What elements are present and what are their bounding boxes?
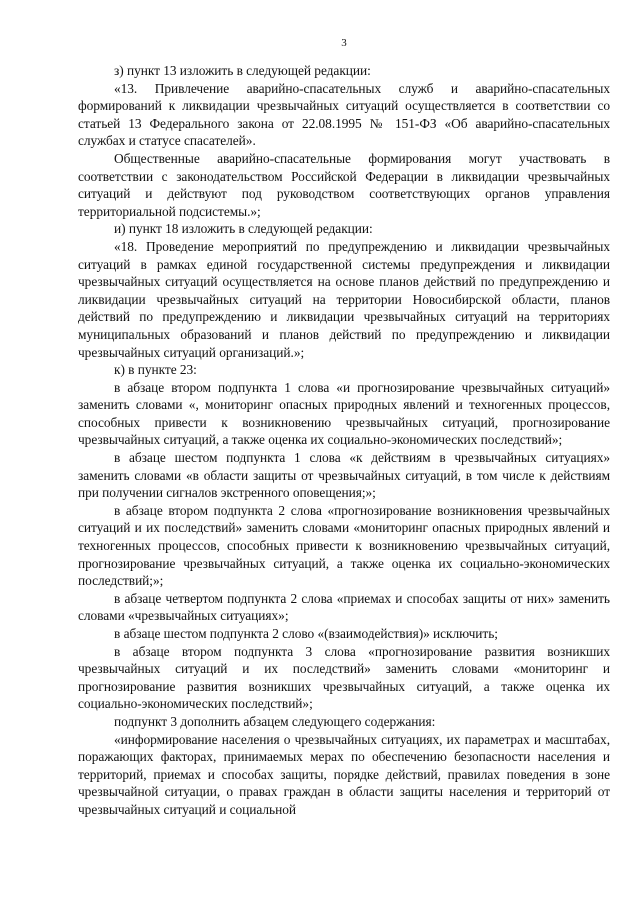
paragraph-subclause-2-second: в абзаце втором подпункта 2 слова «прогнозирование возникновения чрезвычайных ситуаций и их последствий» заменить словами «мониторинг опасных природных явлений и техногенных процессов, способных привести к возникновению чрезвычайных ситуаций, прогнозирование чрезвычайных ситуаций, а также оценка их социально-экономических последствий;»; <box>78 502 610 589</box>
paragraph-item-i: и) пункт 18 изложить в следующей редакции: <box>114 221 373 237</box>
paragraph-subclause-3-second: в абзаце втором подпункта 3 слова «прогнозирование развития возникших чрезвычайных ситуаций и их последствий» заменить словами «мониторинг и прогнозирование развития возникших чрезвычайных ситуаций, а также оценка их социально-экономических последствий»; <box>78 643 610 712</box>
paragraph-subclause-1-sixth: в абзаце шестом подпункта 1 слова «к действиям в чрезвычайных ситуациях» заменить словами «в области защиты от чрезвычайных ситуаций, в том числе к действиям при получении сигналов экстренного оповещения;»; <box>78 450 610 501</box>
paragraph-subclause-1-second: в абзаце втором подпункта 1 слова «и прогнозирование чрезвычайных ситуаций» заменить словами «, мониторинг опасных природных явлений и техногенных процессов, способных привести к возникновению чрезвычайных ситуаций, прогнозирование чрезвычайных ситуаций, а также оценка их социально-экономических последствий»; <box>78 379 610 448</box>
document-page <box>78 36 610 819</box>
paragraph-item-k: к) в пункте 23: <box>114 362 197 378</box>
paragraph-subclause-2-fourth: в абзаце четвертом подпункта 2 слова «приемах и способах защиты от них» заменить словами «чрезвычайных ситуациях»; <box>78 590 610 624</box>
paragraph-subclause-2-sixth: в абзаце шестом подпункта 2 слово «(взаимодействия)» исключить; <box>114 626 498 641</box>
paragraph-clause-13: «13. Привлечение аварийно-спасательных служб и аварийно-спасательных формирований к ликвидации чрезвычайных ситуаций осуществляется в соответствии со статьей 13 Федерального закона от 22.08.1995 № 151-ФЗ «Об аварийно-спасательных службах и статусе спасателей». <box>78 80 610 149</box>
paragraph-subclause-3-addition: подпункт 3 дополнить абзацем следующего содержания: <box>114 713 436 729</box>
paragraph-public-formations: Общественные аварийно-спасательные формирования могут участвовать в соответствии с законодательством Российской Федерации в ликвидации чрезвычайных ситуаций и действуют под руководством соответствующих органов управления территориальной подсистемы.»; <box>78 150 610 219</box>
paragraph-item-z: з) пункт 13 изложить в следующей редакции: <box>114 63 371 78</box>
paragraph-informing-population: «информирование населения о чрезвычайных ситуациях, их параметрах и масштабах, поражающих факторах, принимаемых мерах по обеспечению безопасности населения и территорий, приемах и способах защиты, порядке действий, правилах поведения в зоне чрезвычайной ситуации, о правах граждан в области защиты населения и территорий от чрезвычайных ситуаций и социальной <box>78 731 610 817</box>
paragraph-clause-18: «18. Проведение мероприятий по предупреждению и ликвидации чрезвычайных ситуаций в рамках единой государственной системы предупреждения и ликвидации чрезвычайных ситуаций осуществляется на основе планов действий по предупреждению и ликвидации чрезвычайных ситуаций на территории Новосибирской области, планов действий по предупреждению и ликвидации чрезвычайных ситуаций на территориях муниципальных образований и планов действий по предупреждению и ликвидации чрезвычайных ситуаций организаций.»; <box>78 238 610 360</box>
page-number: 3 <box>341 37 347 49</box>
